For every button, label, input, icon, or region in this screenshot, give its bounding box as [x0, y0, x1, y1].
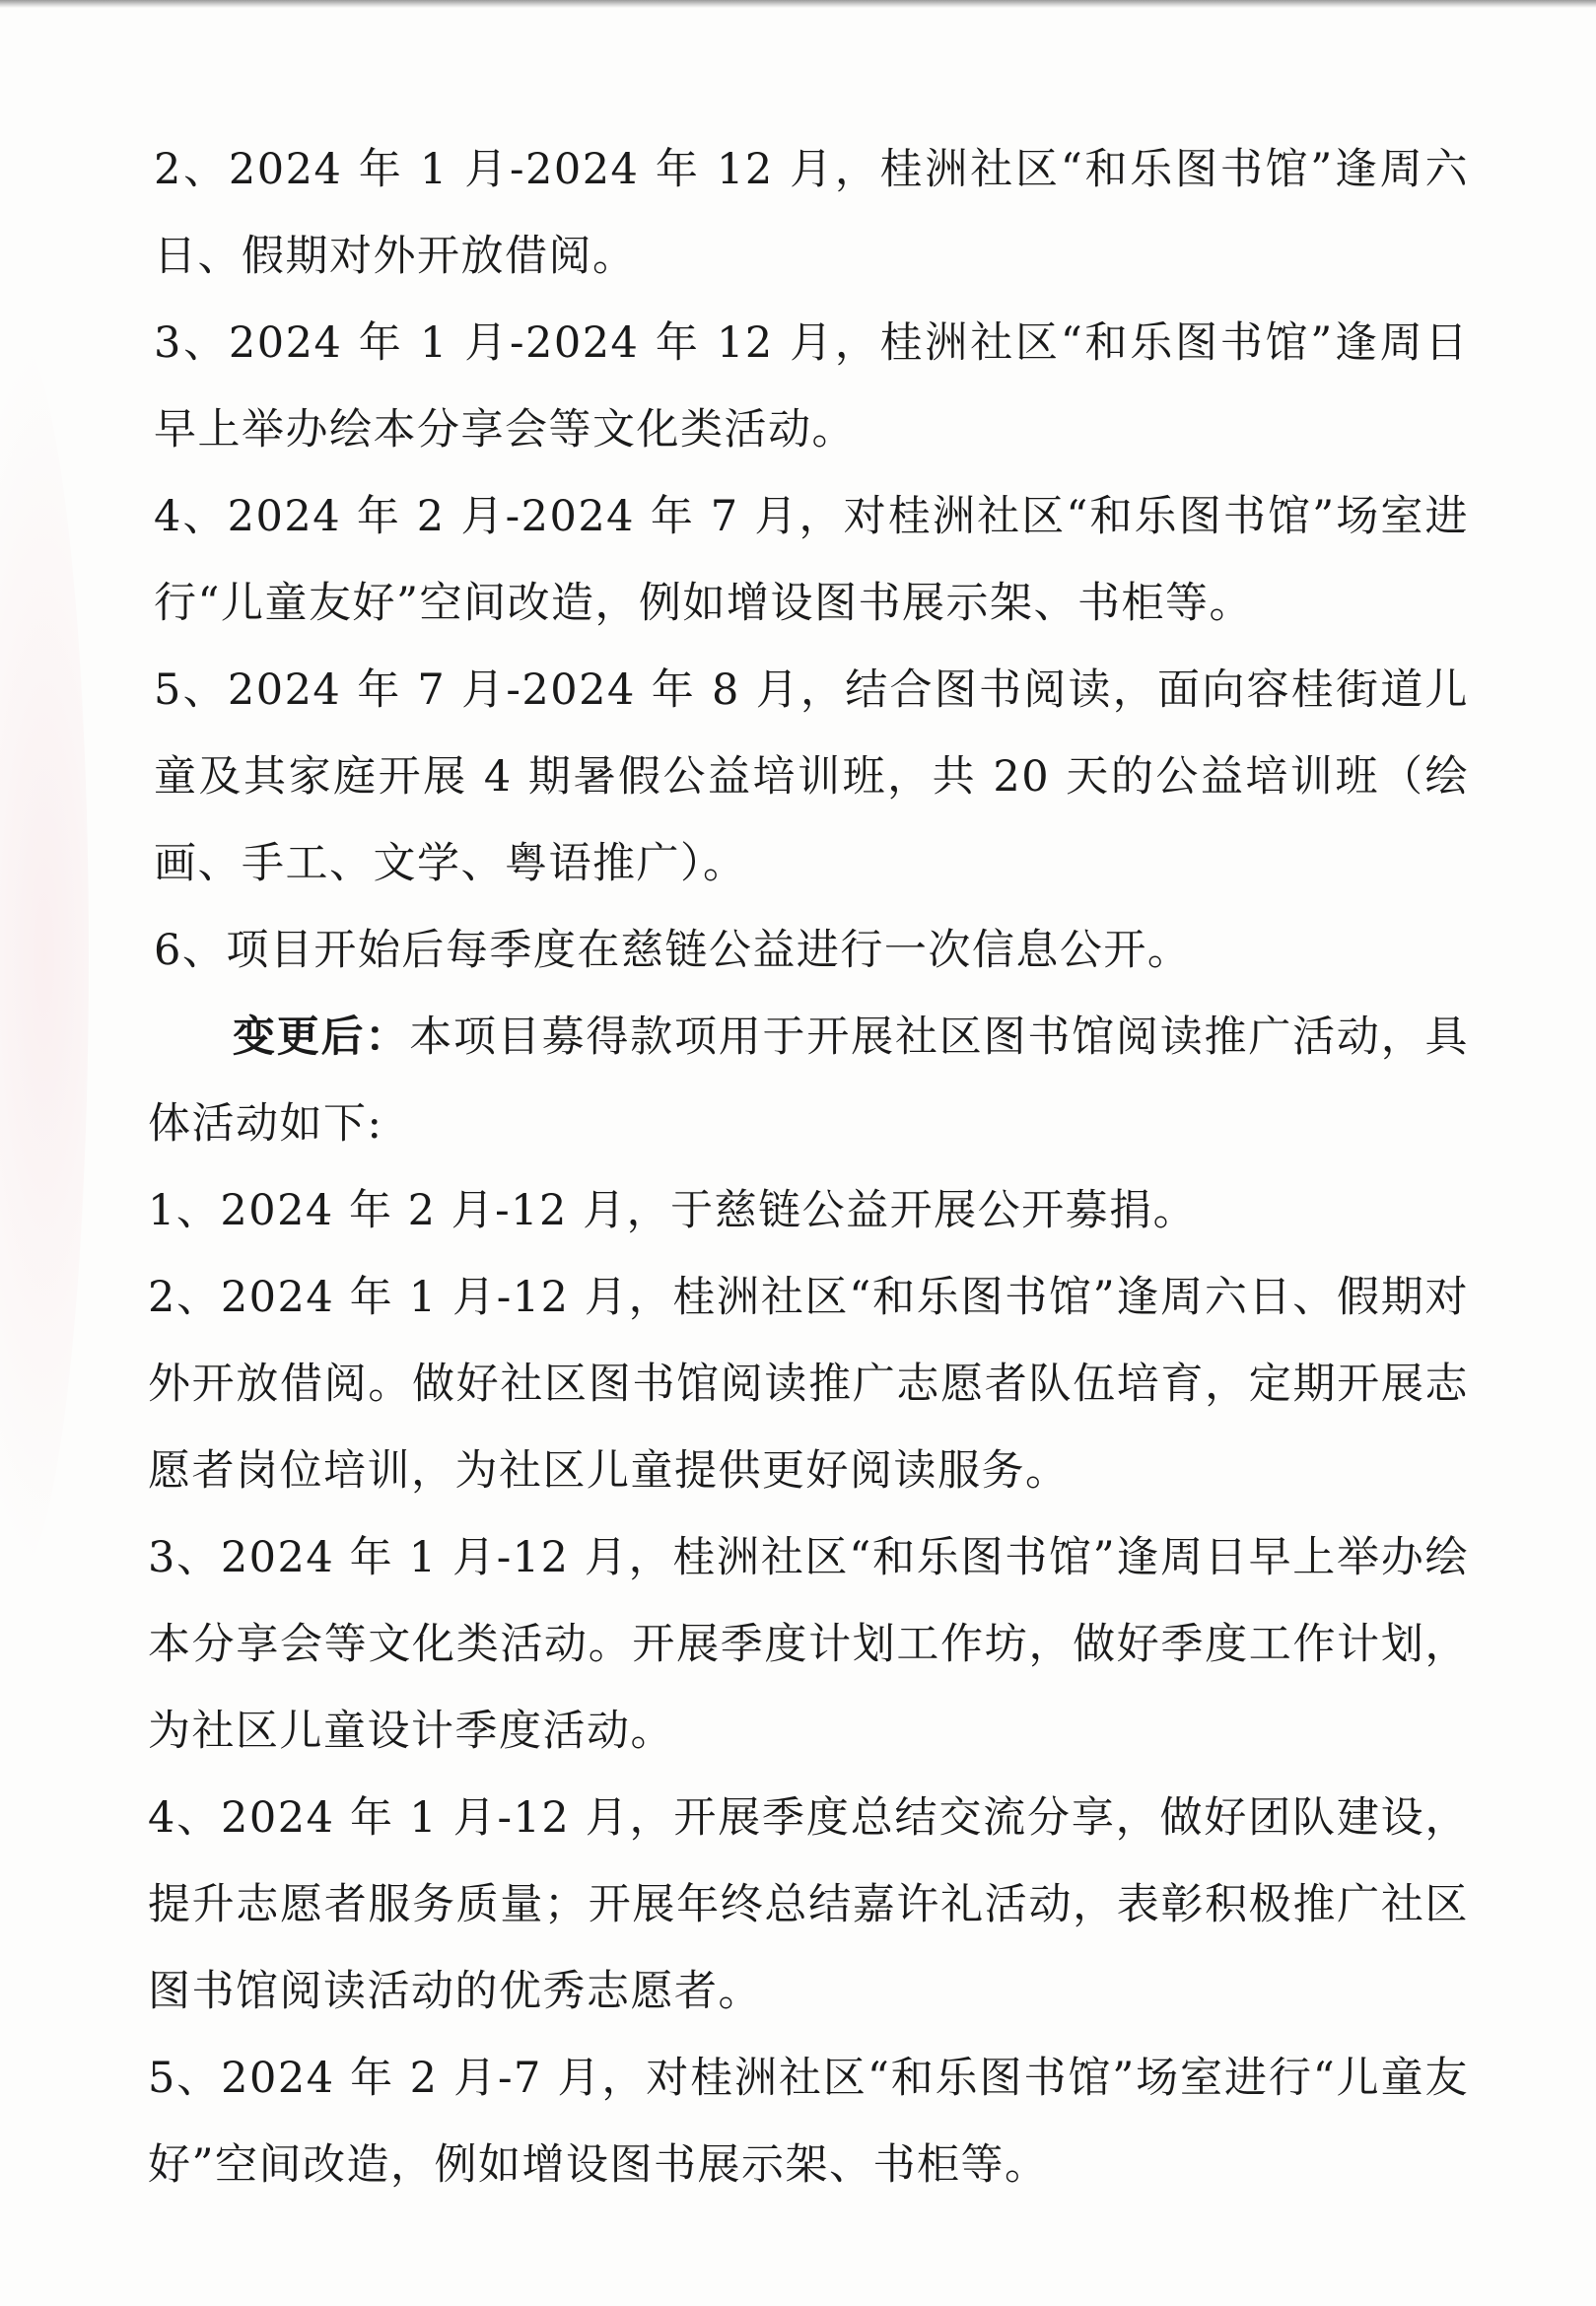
- plan-item-5-after: 5、2024 年 2 月-7 月，对桂洲社区“和乐图书馆”场室进行“儿童友好”空间改造，例如增设图书展示架、书柜等。: [148, 2054, 1469, 2190]
- change-statement: [148, 994, 1469, 1167]
- scan-top-edge: [0, 0, 1596, 8]
- plan-item-2-before: 2、2024 年 1 月-2024 年 12 月，桂洲社区“和乐图书馆”逢周六日、假期对外开放借阅。: [154, 145, 1469, 281]
- plan-item-3-after: 3、2024 年 1 月-12 月，桂洲社区“和乐图书馆”逢周日早上举办绘本分享会等文化类活动。开展季度计划工作坊，做好季度工作计划，为社区儿童设计季度活动。: [148, 1533, 1469, 1756]
- change-text: 本项目募得款项用于开展社区图书馆阅读推广活动，具体活动如下:: [148, 1013, 1470, 1149]
- plan-item-5-before: 5、2024 年 7 月-2024 年 8 月，结合图书阅读，面向容桂街道儿童及其家庭开展 4 期暑假公益培训班，共 20 天的公益培训班（绘画、手工、文学、粤语推广）。: [154, 665, 1469, 888]
- plan-item-4-after: 4、2024 年 1 月-12 月，开展季度总结交流分享，做好团队建设，提升志愿者服务质量；开展年终总结嘉许礼活动，表彰积极推广社区图书馆阅读活动的优秀志愿者。: [148, 1793, 1469, 2016]
- change-label: 变更后：: [233, 1013, 410, 1062]
- plan-item-3-before: 3、2024 年 1 月-2024 年 12 月，桂洲社区“和乐图书馆”逢周日早上举办绘本分享会等文化类活动。: [154, 318, 1469, 454]
- seal-bleed-trace: [0, 335, 89, 1577]
- plan-item-1-after: 1、2024 年 2 月-12 月，于慈链公益开展公开募捐。: [148, 1186, 1198, 1235]
- plan-item-6-before: 6、项目开始后每季度在慈链公益进行一次信息公开。: [154, 926, 1192, 975]
- plan-item-2-after: 2、2024 年 1 月-12 月，桂洲社区“和乐图书馆”逢周六日、假期对外开放借阅。做好社区图书馆阅读推广志愿者队伍培育，定期开展志愿者岗位培训，为社区儿童提供更好阅读服务。: [148, 1273, 1469, 1496]
- document-body: [148, 126, 1469, 2208]
- plan-item-4-before: 4、2024 年 2 月-2024 年 7 月，对桂洲社区“和乐图书馆”场室进行“儿童友好”空间改造，例如增设图书展示架、书柜等。: [154, 492, 1469, 628]
